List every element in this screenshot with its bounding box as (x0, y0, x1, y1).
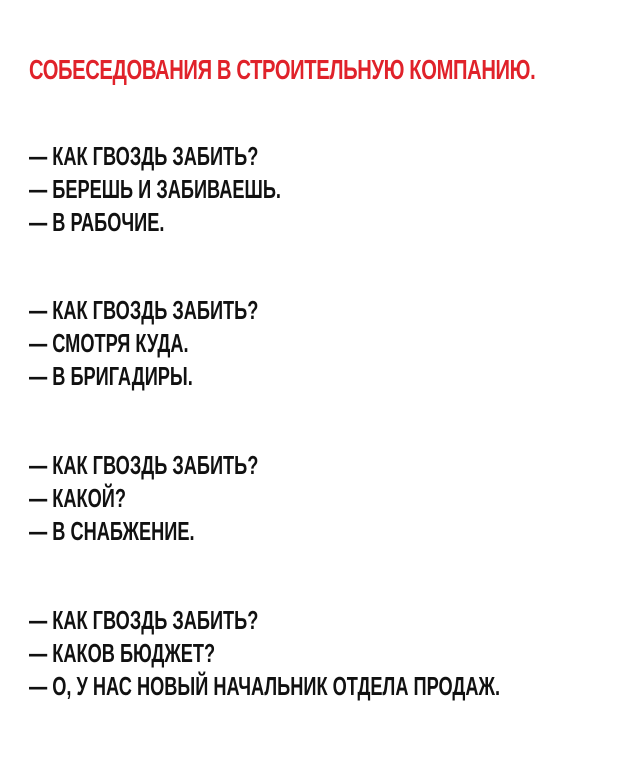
dialogue-block-sales (29, 604, 629, 703)
dialogue-line-verdict: — В БРИГАДИРЫ. (29, 361, 193, 391)
dialogue-line-verdict: — О, У НАС НОВЫЙ НАЧАЛЬНИК ОТДЕЛА ПРОДАЖ. (29, 671, 501, 701)
dialogue-block-workers (29, 140, 629, 239)
dialogue-line-answer: — КАКОЙ? (29, 483, 126, 513)
dialogue-line-question: — КАК ГВОЗДЬ ЗАБИТЬ? (29, 295, 259, 325)
dialogue-line-question: — КАК ГВОЗДЬ ЗАБИТЬ? (29, 450, 259, 480)
dialogue-line-answer: — БЕРЕШЬ И ЗАБИВАЕШЬ. (29, 174, 281, 204)
dialogue-line-answer: — КАКОВ БЮДЖЕТ? (29, 638, 216, 668)
dialogue-block-foremen (29, 294, 629, 393)
dialogue-line-verdict: — В РАБОЧИЕ. (29, 207, 165, 237)
dialogue-line-question: — КАК ГВОЗДЬ ЗАБИТЬ? (29, 605, 259, 635)
page-title: СОБЕСЕДОВАНИЯ В СТРОИТЕЛЬНУЮ КОМПАНИЮ. (29, 54, 536, 85)
dialogue-line-answer: — СМОТРЯ КУДА. (29, 328, 189, 358)
dialogue-line-question: — КАК ГВОЗДЬ ЗАБИТЬ? (29, 141, 259, 171)
dialogue-block-supply (29, 449, 629, 548)
dialogue-line-verdict: — В СНАБЖЕНИЕ. (29, 516, 195, 546)
